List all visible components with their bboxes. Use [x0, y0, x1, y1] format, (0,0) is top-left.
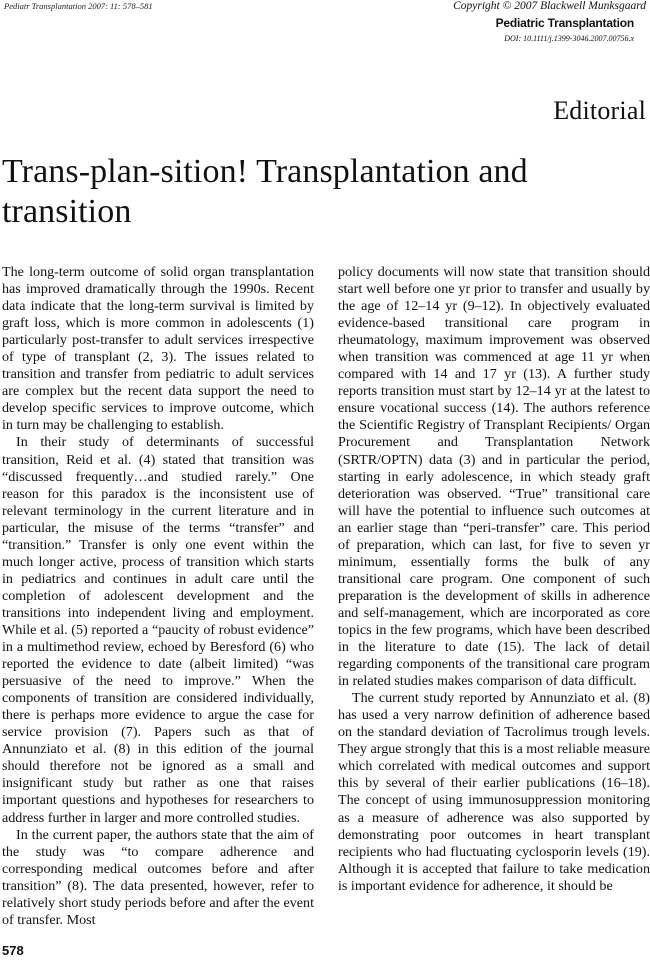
journal-citation: Pediatr Transplantation 2007: 11: 578–581 — [4, 1, 153, 11]
body-column-left — [2, 264, 314, 929]
paragraph: The long-term outcome of solid organ transplantation has improved dramatically through the 1990s. Recent data indicate that the long-term survival is limited by graft loss, which is more common in adolescents (1) particularly post-transfer to adult services irrespective of type of transplant (2, 3). The issues related to transition and transfer from pediatric to adult services are complex but the recent data support the need to develop specific services to improve outcome, which in turn may be challenging to establish. — [2, 264, 314, 434]
page-number: 578 — [2, 943, 24, 958]
doi[interactable]: DOI: 10.1111/j.1399-3046.2007.00756.x — [504, 34, 634, 43]
paragraph: In their study of determinants of successful transition, Reid et al. (4) stated that transition was “discussed frequently…and studied rarely.” One reason for this paradox is the inconsistent use of relevant terminology in the current literature and in particular, the misuse of the terms “transfer” and “transition.” Transfer is only one event within the much longer active, process of transition which starts in pediatrics and continues in adult care until the completion of adolescent development and the transitions into independent living and employment. While et al. (5) reported a “paucity of robust evidence” in a multimethod review, echoed by Beresford (6) who reported the evidence to date (albeit limited) “was persuasive of the need to improve.” When the components of transition are considered individually, there is perhaps more evidence to argue the case for service provision (7). Papers such as that of Annunziato et al. (8) in this edition of the journal should therefore not be ignored as a small and insignificant study but rather as one that raises important questions and hypotheses for researchers to address further in larger and more controlled studies. — [2, 434, 314, 826]
paragraph: The current study reported by Annunziato et al. (8) has used a very narrow definition of adherence based on the standard deviation of Tacrolimus trough levels. They argue strongly that this is a most reliable measure which correlated with medical outcomes and support this by several of their earlier publications (16–18). The concept of using immunosuppression monitoring as a measure of adherence was also supported by demonstrating poor outcomes in heart transplant recipients who had fluctuating cyclosporin levels (19). Although it is accepted that failure to take medication is important evidence for adherence, it should be — [338, 690, 650, 894]
copyright-notice: Copyright © 2007 Blackwell Munksgaard — [453, 0, 646, 12]
article-title: Trans-plan-sition! Transplantation and transition — [2, 153, 528, 230]
body-column-right — [338, 264, 650, 895]
section-label: Editorial — [553, 96, 646, 125]
paragraph: In the current paper, the authors state that the aim of the study was “to compare adherence and corresponding medical outcomes before and after transition” (8). The data presented, however, refer to relatively short study periods before and after the event of transfer. Most — [2, 826, 314, 928]
paragraph: policy documents will now state that transition should start well before one yr prior to transfer and usually by the age of 12–14 yr (9–12). In objectively evaluated evidence-based transitional care program in rheumatology, maximum improvement was observed when transition was commenced at age 11 yr when compared with 14 and 17 yr (13). A further study reports transition must start by 12–14 yr at the latest to ensure vocational success (14). The authors reference the Scientific Registry of Transplant Recipients/ Organ Procurement and Transplantation Network (SRTR/OPTN) data (3) and in particular the period, starting in early adolescence, in which steady graft deterioration was observed. “True” transitional care will have the potential to influence such outcomes at an earlier stage than “peri-transfer” care. This period of preparation, which can last, for five to seven yr minimum, essentially forms the bulk of any transitional care program. One component of such preparation is the development of skills in adherence and self-management, which are incorporated as core topics in the few programs, which have been described in the literature to date (15). The lack of detail regarding components of the transitional care program in related studies makes comparison of data difficult. — [338, 264, 650, 690]
journal-header — [453, 0, 646, 44]
journal-name: Pediatric Transplantation — [495, 16, 634, 30]
